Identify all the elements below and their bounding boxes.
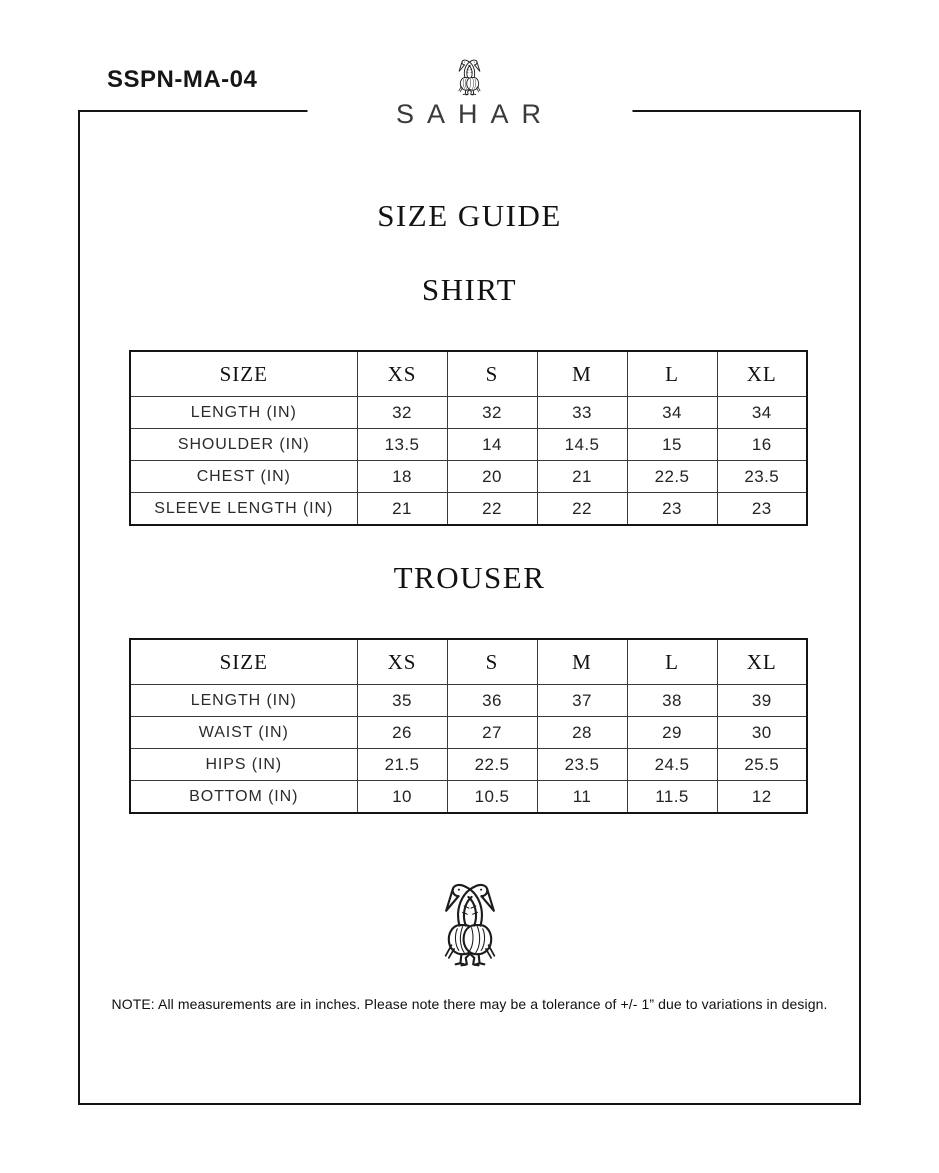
- size-value: 10.5: [447, 781, 537, 814]
- stork-pair-icon: [447, 57, 493, 97]
- size-value: 22.5: [447, 749, 537, 781]
- column-header: XS: [357, 639, 447, 685]
- table-row: [130, 781, 807, 814]
- page-title: SIZE GUIDE: [377, 198, 562, 233]
- table-header-row: [130, 639, 807, 685]
- stork-pair-icon: [417, 880, 523, 968]
- row-label: BOTTOM (IN): [130, 781, 357, 814]
- size-value: 32: [357, 397, 447, 429]
- table-row: [130, 493, 807, 526]
- column-header: XL: [717, 351, 807, 397]
- row-label: SLEEVE LENGTH (IN): [130, 493, 357, 526]
- footer-logo: [417, 880, 523, 968]
- size-value: 25.5: [717, 749, 807, 781]
- column-header: S: [447, 351, 537, 397]
- size-value: 28: [537, 717, 627, 749]
- row-label: WAIST (IN): [130, 717, 357, 749]
- column-header: L: [627, 639, 717, 685]
- column-header: S: [447, 639, 537, 685]
- size-value: 29: [627, 717, 717, 749]
- size-value: 22: [447, 493, 537, 526]
- size-value: 11: [537, 781, 627, 814]
- content-frame: [78, 99, 861, 1105]
- column-header: SIZE: [130, 351, 357, 397]
- size-value: 11.5: [627, 781, 717, 814]
- column-header: XS: [357, 351, 447, 397]
- size-value: 35: [357, 685, 447, 717]
- size-value: 24.5: [627, 749, 717, 781]
- size-value: 14: [447, 429, 537, 461]
- size-value: 26: [357, 717, 447, 749]
- size-value: 10: [357, 781, 447, 814]
- shirt-size-table: [129, 350, 808, 526]
- size-value: 34: [717, 397, 807, 429]
- size-value: 21: [357, 493, 447, 526]
- row-label: HIPS (IN): [130, 749, 357, 781]
- column-header: L: [627, 351, 717, 397]
- size-value: 18: [357, 461, 447, 493]
- table-header-row: [130, 351, 807, 397]
- size-value: 14.5: [537, 429, 627, 461]
- size-value: 36: [447, 685, 537, 717]
- size-value: 39: [717, 685, 807, 717]
- table-row: [130, 461, 807, 493]
- table-row: [130, 429, 807, 461]
- row-label: SHOULDER (IN): [130, 429, 357, 461]
- size-value: 27: [447, 717, 537, 749]
- size-value: 30: [717, 717, 807, 749]
- size-value: 22: [537, 493, 627, 526]
- size-value: 37: [537, 685, 627, 717]
- size-value: 38: [627, 685, 717, 717]
- column-header: XL: [717, 639, 807, 685]
- table-row: [130, 749, 807, 781]
- size-value: 20: [447, 461, 537, 493]
- brand-logo: [307, 57, 632, 136]
- column-header: SIZE: [130, 639, 357, 685]
- size-value: 22.5: [627, 461, 717, 493]
- table-row: [130, 685, 807, 717]
- size-value: 16: [717, 429, 807, 461]
- table-row: [130, 397, 807, 429]
- section-heading-shirt: SHIRT: [421, 272, 518, 307]
- size-value: 32: [447, 397, 537, 429]
- brand-name: SAHAR: [395, 99, 555, 129]
- size-value: 21: [537, 461, 627, 493]
- size-value: 23.5: [537, 749, 627, 781]
- table-row: [130, 717, 807, 749]
- size-value: 15: [627, 429, 717, 461]
- section-heading-trouser: TROUSER: [393, 560, 546, 595]
- size-value: 34: [627, 397, 717, 429]
- size-value: 23: [717, 493, 807, 526]
- document-code: SSPN-MA-04: [107, 66, 258, 93]
- size-value: 13.5: [357, 429, 447, 461]
- row-label: LENGTH (IN): [130, 397, 357, 429]
- column-header: M: [537, 639, 627, 685]
- size-value: 23: [627, 493, 717, 526]
- measurement-note: NOTE: All measurements are in inches. Please note there may be a tolerance of +/- 1” due to variations in design.: [111, 996, 828, 1012]
- trouser-size-table: [129, 638, 808, 814]
- row-label: CHEST (IN): [130, 461, 357, 493]
- size-value: 23.5: [717, 461, 807, 493]
- size-value: 21.5: [357, 749, 447, 781]
- size-value: 12: [717, 781, 807, 814]
- row-label: LENGTH (IN): [130, 685, 357, 717]
- size-value: 33: [537, 397, 627, 429]
- column-header: M: [537, 351, 627, 397]
